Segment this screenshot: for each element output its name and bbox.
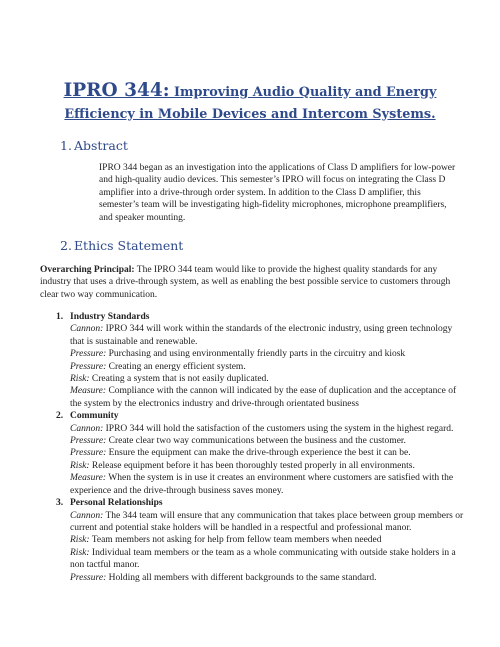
entry-key: Cannon: — [70, 510, 104, 521]
ethics-heading — [60, 238, 183, 253]
ethics-entry — [70, 510, 466, 535]
ethics-entry — [70, 348, 466, 360]
ethics-item-label: Personal Relationships — [70, 498, 163, 509]
ethics-entry — [70, 385, 466, 410]
abstract-heading-text: Abstract — [73, 138, 128, 153]
ethics-entry — [70, 323, 466, 348]
ethics-entry — [70, 547, 466, 572]
ethics-entry — [70, 447, 466, 459]
entry-text: Creating a system that is not easily duplicated. — [89, 374, 269, 385]
entry-key: Pressure: — [70, 572, 107, 583]
entry-key: Pressure: — [70, 448, 107, 459]
ethics-entry — [70, 472, 466, 497]
entry-text: Purchasing and using environmentally friendly parts in the circuitry and kiosk — [106, 349, 406, 360]
entry-key: Risk: — [70, 547, 90, 558]
ethics-item-title — [56, 311, 466, 323]
ethics-entry — [70, 534, 466, 546]
ethics-entry — [70, 572, 466, 584]
entry-key: Measure: — [70, 473, 107, 484]
overarching-text: The IPRO 344 team would like to provide the highest quality standards for any industry that uses a drive-through system, as well as enabling the best possible service to customers through clear two way communication. — [40, 265, 451, 300]
entry-key: Pressure: — [70, 361, 107, 372]
abstract-heading — [60, 138, 128, 153]
entry-text: Compliance with the cannon will indicated by the ease of duplication and the acceptance of the system by the electronics industry and drive-through orientated business — [70, 386, 457, 409]
ethics-entry — [70, 460, 466, 472]
entry-text: IPRO 344 will work within the standards of the electronic industry, using green technology that is sustainable and renewable. — [70, 324, 453, 347]
entry-text: The 344 team will ensure that any communication that takes place between group members or current and potential stake holders will be handled in a respectful and professional manor. — [70, 510, 464, 533]
ethics-item-label: Community — [70, 411, 119, 422]
entry-key: Pressure: — [70, 436, 107, 447]
document-title — [30, 81, 470, 125]
ethics-item-number: 1. — [56, 312, 64, 322]
entry-key: Measure: — [70, 386, 107, 397]
entry-text: IPRO 344 will hold the satisfaction of the customers using the system in the highest regard. — [103, 423, 454, 434]
ethics-item-label: Industry Standards — [70, 312, 150, 322]
entry-text: Holding all members with different backgrounds to the same standard. — [106, 572, 377, 583]
entry-text: Individual team members or the team as a whole communicating with outside stake holders in a non tactful manor. — [70, 547, 456, 571]
entry-text: When the system is in use it creates an environment where customers are satisfied with the experience and the drive-through business saves money. — [70, 473, 454, 496]
ethics-item-number: 2. — [56, 411, 64, 422]
ethics-list — [56, 311, 466, 584]
ethics-entry — [70, 361, 466, 373]
title-subject: Improving Audio Quality and Energy Efficiency in Mobile Devices and Intercom Systems. — [64, 85, 437, 122]
ethics-item-number: 3. — [56, 498, 64, 509]
overarching-principle — [40, 264, 460, 301]
entry-key: Risk: — [70, 460, 90, 471]
entry-text: Ensure the equipment can make the drive-through experience the best it can be. — [106, 448, 411, 459]
entry-key: Cannon: — [70, 324, 104, 335]
ethics-entry — [70, 435, 466, 447]
entry-key: Risk: — [70, 535, 90, 546]
ethics-entry — [70, 373, 466, 385]
entry-key: Pressure: — [70, 349, 107, 360]
ethics-item-title — [56, 410, 466, 422]
entry-text: Create clear two way communications between the business and the customer. — [106, 436, 406, 447]
ethics-item-title — [56, 497, 466, 509]
abstract-body: IPRO 344 began as an investigation into the applications of Class D amplifiers for low-power and high-quality audio devices. This semester’s IPRO will focus on integrating the Class D amplifier into a drive-through order system. In addition to the Class D amplifier, this semester’s team will be investigating high-fidelity microphones, microphone preamplifiers, and speaker mounting. — [99, 163, 456, 223]
ethics-entry — [70, 423, 466, 435]
overarching-label: Overarching Principal: — [40, 265, 135, 275]
ethics-heading-number: 2. — [60, 238, 72, 253]
entry-text: Release equipment before it has been thoroughly tested properly in all environments. — [89, 460, 415, 471]
abstract-heading-number: 1. — [60, 138, 72, 153]
ethics-heading-text: Ethics Statement — [73, 238, 184, 253]
entry-key: Cannon: — [70, 423, 104, 434]
entry-text: Creating an energy efficient system. — [106, 361, 246, 372]
entry-text: Team members not asking for help from fellow team members when needed — [89, 535, 382, 546]
entry-key: Risk: — [70, 374, 90, 385]
title-course: IPRO 344: — [63, 80, 170, 101]
